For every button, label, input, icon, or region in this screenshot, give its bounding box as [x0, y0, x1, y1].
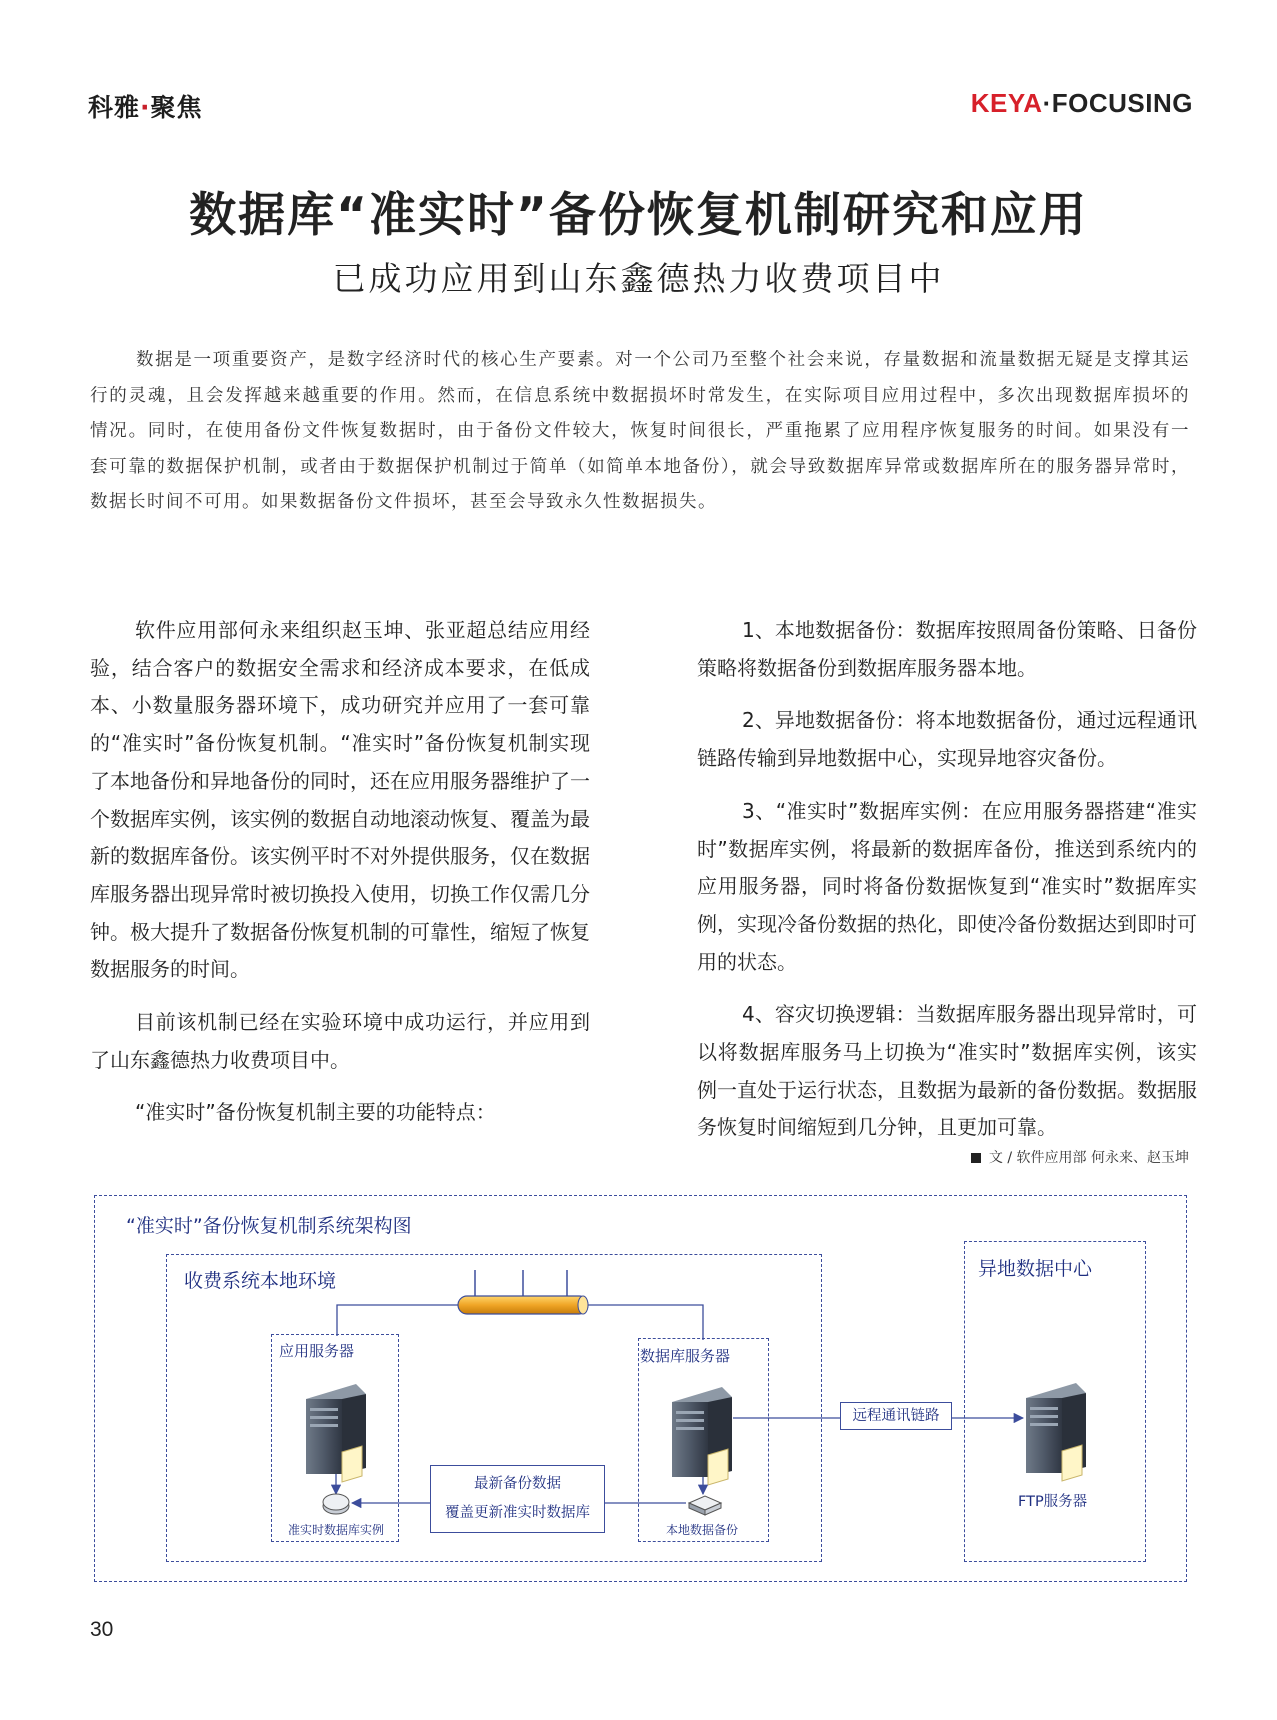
- article-title: 数据库“准实时”备份恢复机制研究和应用: [189, 188, 1088, 243]
- backup-line-2: 覆盖更新准实时数据库: [445, 1505, 590, 1521]
- body-paragraph: 目前该机制已经在实验环境中成功运行，并应用到了山东鑫德热力收费项目中。: [90, 1010, 590, 1072]
- brand-en: KEYA: [970, 88, 1043, 118]
- backup-flow-box: [430, 1465, 605, 1533]
- brand-dot: ·: [140, 93, 151, 122]
- local-backup-icon: [689, 1496, 721, 1515]
- section-en: FOCUSING: [1051, 88, 1193, 118]
- diagram-title: “准实时”备份恢复机制系统架构图: [126, 1215, 412, 1237]
- intro-paragraph: 数据是一项重要资产，是数字经济时代的核心生产要素。对一个公司乃至整个社会来说，存量数据和流量数据无疑是支撑其运行的灵魂，且会发挥越来越重要的作用。然而，在信息系统中数据损坏时常发生，在实际项目应用过程中，多次出现数据库损坏的情况。同时，在使用备份文件恢复数据时，由于备份文件较大，恢复时间很长，严重拖累了应用程序恢复服务的时间。如果没有一套可靠的数据保护机制，或者由于数据保护机制过于简单（如简单本地备份），就会导致数据库异常或数据库所在的服务器异常时，数据长时间不可用。如果数据备份文件损坏，甚至会导致永久性数据损失。: [90, 350, 1190, 512]
- network-bus-icon: [458, 1270, 588, 1314]
- body-paragraph: “准实时”备份恢复机制主要的功能特点：: [135, 1100, 496, 1125]
- byline-text: 文 / 软件应用部 何永来、赵玉坤: [988, 1150, 1189, 1166]
- feature-paragraph: 3、“准实时”数据库实例：在应用服务器搭建“准实时”数据库实例，将最新的数据库备份，推送到系统内的应用服务器，同时将备份数据恢复到“准实时”数据库实例，实现冷备份数据的热化，即使冷备份数据达到即时可用的状态。: [697, 798, 1197, 974]
- db-server-icon: [672, 1387, 732, 1485]
- feature-paragraph: 2、异地数据备份：将本地数据备份，通过远程通讯链路传输到异地数据中心，实现异地容灾备份。: [697, 708, 1197, 771]
- ftp-server-label: FTP服务器: [1018, 1494, 1088, 1510]
- app-server-title: 应用服务器: [279, 1342, 355, 1360]
- app-server-icon: [306, 1384, 366, 1482]
- ftp-server-icon: [1026, 1383, 1086, 1481]
- local-env-title: 收费系统本地环境: [184, 1270, 337, 1292]
- instance-disk-icon: [323, 1494, 349, 1514]
- instance-label: 准实时数据库实例: [288, 1523, 385, 1537]
- backup-line-1: 最新备份数据: [474, 1476, 561, 1492]
- remote-link-box: 远程通讯链路: [840, 1402, 952, 1430]
- brand-en-dot: ·: [1042, 88, 1052, 118]
- section-cn: 聚焦: [150, 93, 203, 122]
- page-number: 30: [90, 1618, 114, 1641]
- remote-center-title: 异地数据中心: [978, 1258, 1093, 1280]
- article-subtitle: 已成功应用到山东鑫德热力收费项目中: [332, 259, 945, 298]
- local-backup-label: 本地数据备份: [666, 1523, 739, 1537]
- brand-cn: 科雅: [88, 93, 141, 122]
- db-server-title: 数据库服务器: [640, 1347, 731, 1365]
- body-paragraph: 软件应用部何永来组织赵玉坤、张亚超总结应用经验，结合客户的数据安全需求和经济成本要求，在低成本、小数量服务器环境下，成功研究并应用了一套可靠的“准实时”备份恢复机制。“准实时”备份恢复机制实现了本地备份和异地备份的同时，还在应用服务器维护了一个数据库实例，该实例的数据自动地滚动恢复、覆盖为最新的数据库备份。该实例平时不对外提供服务，仅在数据库服务器出现异常时被切换投入使用，切换工作仅需几分钟。极大提升了数据备份恢复机制的可靠性，缩短了恢复数据服务的时间。: [90, 618, 590, 982]
- feature-paragraph: 1、本地数据备份：数据库按照周备份策略、日备份策略将数据备份到数据库服务器本地。: [697, 618, 1197, 680]
- feature-paragraph: 4、容灾切换逻辑：当数据库服务器出现异常时，可以将数据库服务马上切换为“准实时”数据库实例，该实例一直处于运行状态，且数据为最新的备份数据。数据服务恢复时间缩短到几分钟，且更加可靠。: [697, 1002, 1197, 1140]
